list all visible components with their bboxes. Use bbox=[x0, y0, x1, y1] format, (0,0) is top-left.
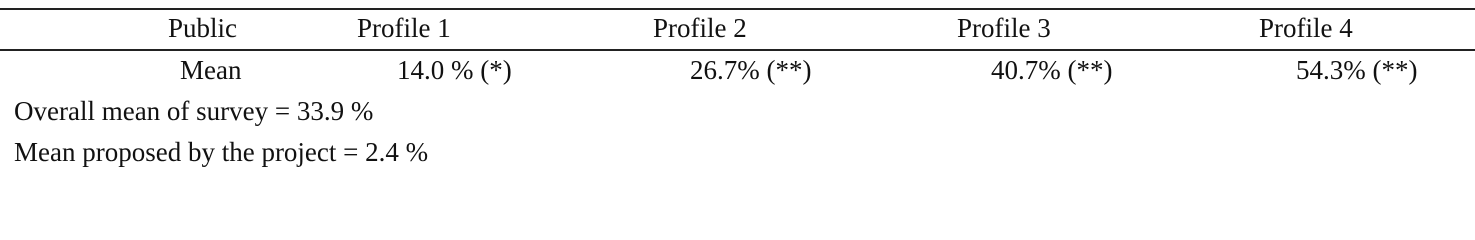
header-profile-4: Profile 4 bbox=[1259, 13, 1353, 43]
overall-mean-note: Overall mean of survey = 33.9 % bbox=[14, 96, 374, 126]
header-profile-2: Profile 2 bbox=[653, 13, 747, 43]
header-profile-3: Profile 3 bbox=[957, 13, 1051, 43]
table-header-rule bbox=[0, 49, 1475, 51]
row-label-mean: Mean bbox=[180, 55, 242, 85]
table-top-rule bbox=[0, 8, 1475, 10]
mean-profile-1: 14.0 % (*) bbox=[397, 55, 512, 85]
mean-profile-3: 40.7% (**) bbox=[991, 55, 1113, 85]
mean-profile-2: 26.7% (**) bbox=[690, 55, 812, 85]
project-mean-note: Mean proposed by the project = 2.4 % bbox=[14, 137, 429, 167]
mean-profile-4: 54.3% (**) bbox=[1296, 55, 1418, 85]
header-public: Public bbox=[168, 13, 238, 43]
header-profile-1: Profile 1 bbox=[357, 13, 451, 43]
